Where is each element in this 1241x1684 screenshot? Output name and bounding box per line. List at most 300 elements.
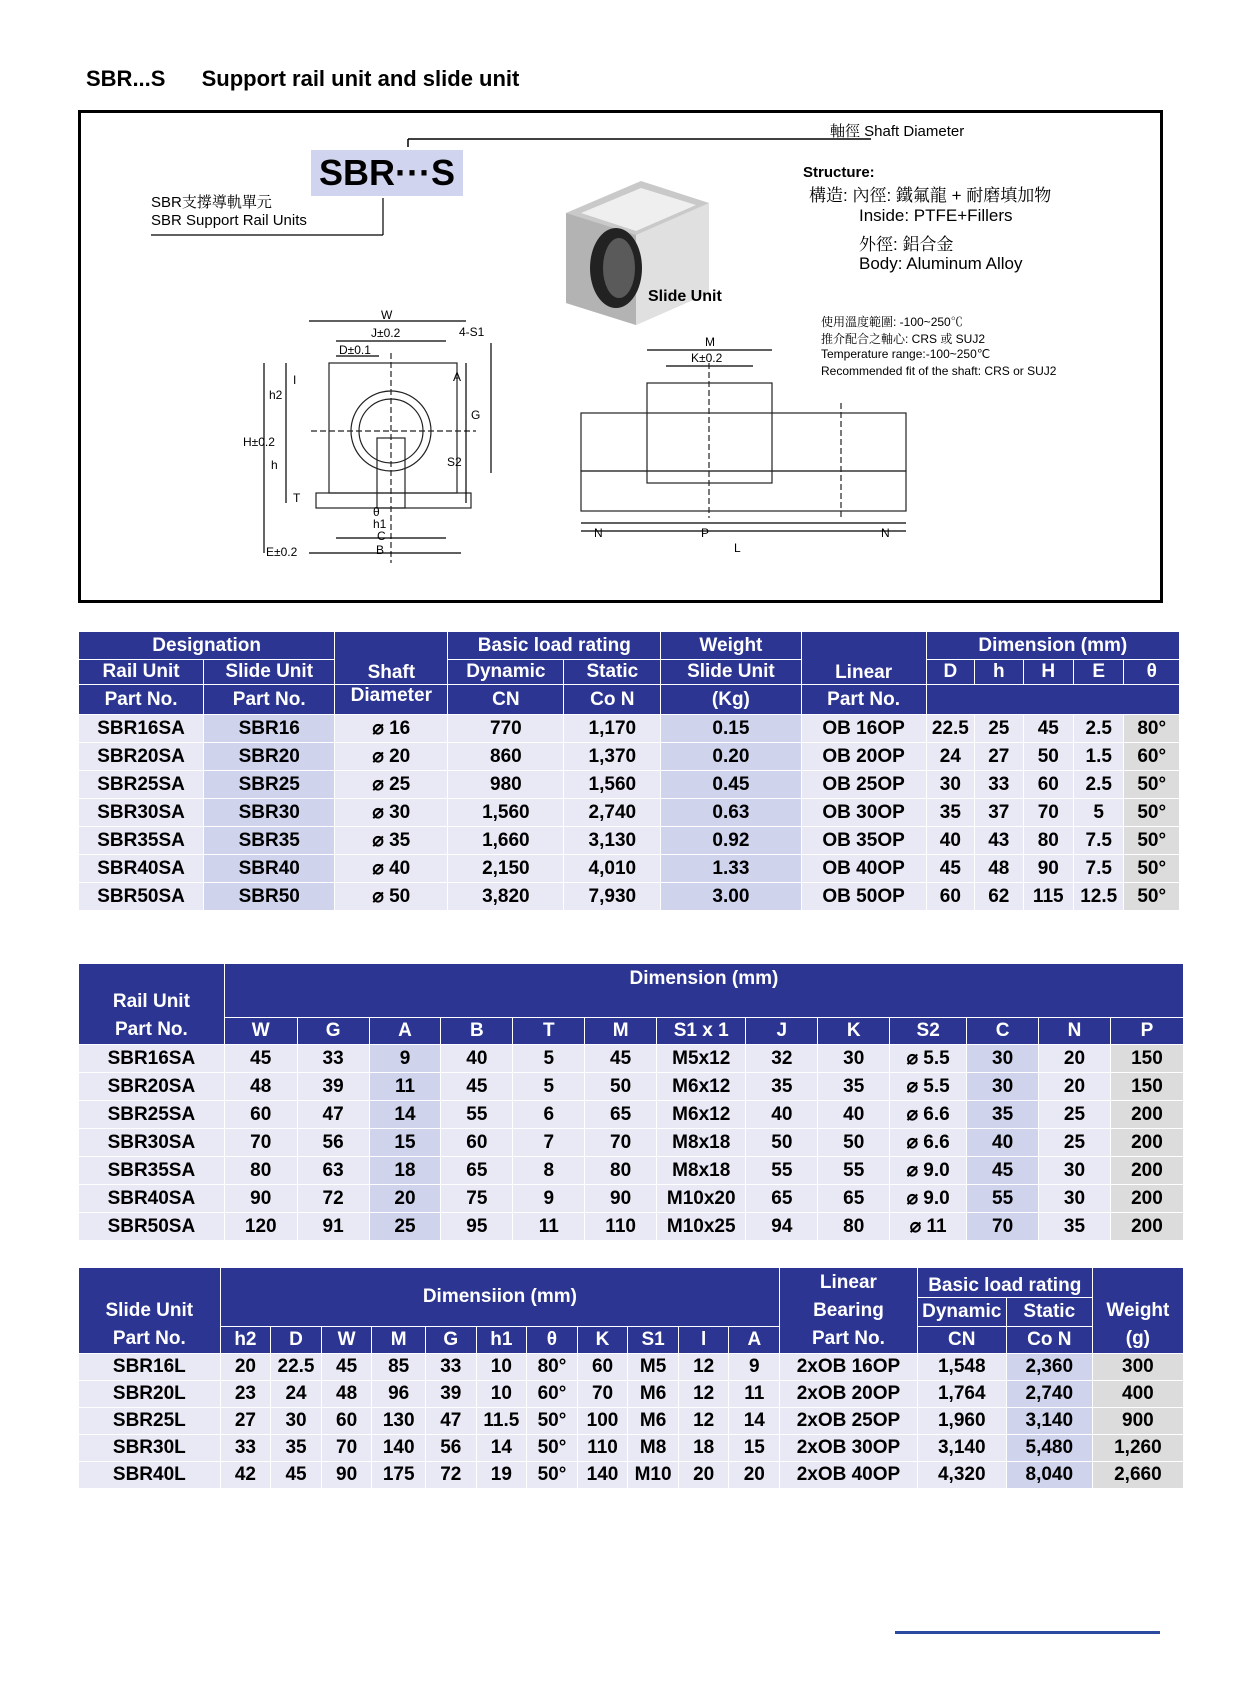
- table3-cell: 33: [426, 1354, 477, 1381]
- table1-cell: SBR16SA: [79, 715, 204, 743]
- dim-C: C: [377, 529, 386, 543]
- table1-cell: ⌀ 16: [335, 715, 448, 743]
- hdr2-part-no: Part No.: [114, 1019, 188, 1040]
- table1-cell: 40: [926, 827, 974, 855]
- table3-cell: 400: [1092, 1381, 1183, 1408]
- table2-cell: 11: [513, 1213, 585, 1241]
- table1-cell: SBR50SA: [79, 883, 204, 911]
- hdr3-weight-label: Weight: [1106, 1300, 1170, 1321]
- table1-cell: SBR30: [204, 799, 335, 827]
- table-row: [79, 771, 1180, 799]
- hdr-dim-H: H: [1023, 660, 1073, 685]
- diagram-panel: [78, 110, 1163, 603]
- table2-cell: 95: [441, 1213, 513, 1241]
- table2-cell: 200: [1110, 1157, 1183, 1185]
- table1-cell: 62: [975, 883, 1023, 911]
- table2-cell: 9: [369, 1045, 441, 1073]
- table3-cell: 2xOB 25OP: [780, 1408, 918, 1435]
- table1-cell: 60: [1023, 771, 1073, 799]
- hdr3-weight: [1092, 1268, 1183, 1354]
- table2-cell: SBR30SA: [79, 1129, 225, 1157]
- table3-cell: 85: [372, 1354, 426, 1381]
- dim-J: J±0.2: [371, 326, 401, 340]
- hdr-part-no-rail: Part No.: [79, 685, 204, 715]
- table-row: [79, 1462, 1184, 1489]
- table2-cell: 45: [441, 1073, 513, 1101]
- table1-cell: 50°: [1124, 883, 1180, 911]
- table2-cell: SBR35SA: [79, 1157, 225, 1185]
- hdr3-basic-load: Basic load rating: [917, 1268, 1092, 1298]
- table3-cell: 110: [577, 1435, 628, 1462]
- table3-cell: 45: [321, 1354, 372, 1381]
- table-row: [79, 1381, 1184, 1408]
- table1-cell: 50°: [1124, 855, 1180, 883]
- table2-cell: SBR50SA: [79, 1213, 225, 1241]
- table1-cell: 1,370: [564, 743, 661, 771]
- table3-cell: M5: [628, 1354, 679, 1381]
- dim-P: P: [701, 526, 710, 540]
- table3-cell: 12: [678, 1354, 729, 1381]
- table2-cell: ⌀ 5.5: [890, 1045, 967, 1073]
- table-row: [79, 1354, 1184, 1381]
- table1-cell: 0.92: [661, 827, 801, 855]
- table2-cell: M10x20: [657, 1185, 746, 1213]
- table2-cell: 70: [585, 1129, 657, 1157]
- table1-cell: 0.45: [661, 771, 801, 799]
- table3-cell: 1,960: [917, 1408, 1006, 1435]
- table2-cell: 200: [1110, 1213, 1183, 1241]
- table3-cell: 90: [321, 1462, 372, 1489]
- table3-cell: 5,480: [1006, 1435, 1092, 1462]
- hdr3-bearing: Bearing: [813, 1300, 884, 1321]
- table3-cell: 50°: [527, 1462, 578, 1489]
- table1-cell: 1,660: [448, 827, 564, 855]
- table2-cell: 90: [585, 1185, 657, 1213]
- table3-cell: 175: [372, 1462, 426, 1489]
- table-row: [79, 1435, 1184, 1462]
- table2-cell: 50: [818, 1129, 890, 1157]
- structure-zh-inside: 構造: 內徑: 鐵氟龍 + 耐磨填加物: [809, 186, 1052, 205]
- hdr3-col: S1: [628, 1327, 679, 1354]
- table1-cell: 12.5: [1073, 883, 1123, 911]
- table2-cell: 5: [513, 1073, 585, 1101]
- hdr-shaft: Shaft: [335, 632, 448, 685]
- table3-cell: 1,548: [917, 1354, 1006, 1381]
- table3-cell: M10: [628, 1462, 679, 1489]
- hdr3-cn: CN: [917, 1327, 1006, 1354]
- table3-cell: 15: [729, 1435, 780, 1462]
- hdr3-part-no: Part No.: [112, 1328, 186, 1349]
- table1-cell: 80: [1023, 827, 1073, 855]
- table-row: [79, 715, 1180, 743]
- table2-cell: 32: [746, 1045, 818, 1073]
- table1-cell: 35: [926, 799, 974, 827]
- table1-cell: 60°: [1124, 743, 1180, 771]
- hdr2-col: A: [369, 1018, 441, 1045]
- dim-G: G: [471, 408, 481, 422]
- table-row: [79, 1129, 1184, 1157]
- hdr-dim-theta: θ: [1124, 660, 1180, 685]
- table3-cell: SBR16L: [79, 1354, 221, 1381]
- hdr2-col: B: [441, 1018, 513, 1045]
- hdr3-con: Co N: [1006, 1327, 1092, 1354]
- table3-cell: 2,360: [1006, 1354, 1092, 1381]
- temp-zh: 使用溫度範圍: -100~250℃: [821, 315, 963, 329]
- table3-cell: 35: [271, 1435, 322, 1462]
- dim-h: h: [271, 458, 278, 472]
- table3-cell: SBR20L: [79, 1381, 221, 1408]
- table1-cell: 1.33: [661, 855, 801, 883]
- table1-cell: 33: [975, 771, 1023, 799]
- table2-cell: 7: [513, 1129, 585, 1157]
- table2-cell: SBR25SA: [79, 1101, 225, 1129]
- hdr-rail-unit: Rail Unit: [79, 660, 204, 685]
- table1-cell: ⌀ 20: [335, 743, 448, 771]
- table3-cell: 11: [729, 1381, 780, 1408]
- hdr2-col: S1 x 1: [657, 1018, 746, 1045]
- table1-cell: 22.5: [926, 715, 974, 743]
- table2-cell: 11: [369, 1073, 441, 1101]
- dim-M: M: [705, 335, 715, 349]
- table2-cell: 40: [746, 1101, 818, 1129]
- table2-cell: M6x12: [657, 1101, 746, 1129]
- hdr3-dimension: Dimensiion (mm): [220, 1268, 780, 1327]
- table1-cell: OB 35OP: [801, 827, 926, 855]
- table1-cell: 43: [975, 827, 1023, 855]
- hdr-weight-slide: Slide Unit: [661, 660, 801, 685]
- table2-cell: 40: [967, 1129, 1039, 1157]
- hdr3-col: M: [372, 1327, 426, 1354]
- hdr2-col: P: [1110, 1018, 1183, 1045]
- table3-cell: 24: [271, 1381, 322, 1408]
- table3-cell: M6: [628, 1408, 679, 1435]
- table2-cell: 35: [1039, 1213, 1111, 1241]
- table2-cell: 150: [1110, 1073, 1183, 1101]
- hdr3-static: Static: [1006, 1298, 1092, 1327]
- table2-cell: 30: [818, 1045, 890, 1073]
- table3-cell: 20: [678, 1462, 729, 1489]
- table1-cell: 3.00: [661, 883, 801, 911]
- table2-cell: ⌀ 6.6: [890, 1129, 967, 1157]
- table3-cell: 300: [1092, 1354, 1183, 1381]
- dim-L: L: [734, 541, 741, 555]
- table-row: [79, 1408, 1184, 1435]
- table3-cell: 60: [321, 1408, 372, 1435]
- table1-cell: 7,930: [564, 883, 661, 911]
- hdr-weight: Weight: [661, 632, 801, 660]
- page-title: [86, 66, 519, 92]
- table3-cell: 2xOB 30OP: [780, 1435, 918, 1462]
- table3-cell: 1,764: [917, 1381, 1006, 1408]
- table3-cell: 10: [476, 1381, 527, 1408]
- table-row: [79, 883, 1180, 911]
- dim-S1: 4-S1: [459, 325, 485, 339]
- hdr2-rail-unit: [79, 964, 225, 1045]
- table3-cell: 2,660: [1092, 1462, 1183, 1489]
- table2-cell: M6x12: [657, 1073, 746, 1101]
- hdr-part-no-slide: Part No.: [204, 685, 335, 715]
- rail-unit-designation-table: [78, 631, 1180, 911]
- table3-cell: 50°: [527, 1435, 578, 1462]
- table3-cell: 2,740: [1006, 1381, 1092, 1408]
- hdr3-bearing-part-no: Part No.: [812, 1328, 885, 1349]
- table1-cell: SBR40SA: [79, 855, 204, 883]
- table-row: [79, 855, 1180, 883]
- hdr-designation: Designation: [79, 632, 335, 660]
- table1-cell: 0.63: [661, 799, 801, 827]
- hdr3-col: h2: [220, 1327, 271, 1354]
- table3-cell: SBR25L: [79, 1408, 221, 1435]
- table2-body: [79, 1045, 1184, 1241]
- dim-W: W: [381, 308, 393, 322]
- hdr-dim-h: h: [975, 660, 1023, 685]
- table2-cell: M8x18: [657, 1157, 746, 1185]
- hdr2-dimension: Dimension (mm): [224, 964, 1183, 1018]
- table3-cell: M8: [628, 1435, 679, 1462]
- table1-cell: ⌀ 35: [335, 827, 448, 855]
- table3-cell: 72: [426, 1462, 477, 1489]
- table1-cell: 2.5: [1073, 771, 1123, 799]
- hdr3-col: θ: [527, 1327, 578, 1354]
- table1-cell: 3,130: [564, 827, 661, 855]
- table1-cell: SBR35SA: [79, 827, 204, 855]
- title-code: SBR...S: [86, 66, 166, 91]
- table2-cell: 30: [967, 1073, 1039, 1101]
- table3-col-headers: [79, 1327, 1184, 1354]
- table3-cell: SBR40L: [79, 1462, 221, 1489]
- support-rail-en: SBR Support Rail Units: [151, 212, 307, 229]
- table2-cell: M5x12: [657, 1045, 746, 1073]
- hdr3-col: D: [271, 1327, 322, 1354]
- table2-cell: 30: [967, 1045, 1039, 1073]
- hdr-con: Co N: [564, 685, 661, 715]
- table1-cell: 25: [975, 715, 1023, 743]
- table3-cell: 56: [426, 1435, 477, 1462]
- hdr2-col: W: [224, 1018, 297, 1045]
- dim-theta: θ: [373, 505, 380, 519]
- table1-cell: OB 16OP: [801, 715, 926, 743]
- table1-cell: OB 30OP: [801, 799, 926, 827]
- table2-cell: 70: [224, 1129, 297, 1157]
- hdr3-col: A: [729, 1327, 780, 1354]
- table2-cell: 50: [746, 1129, 818, 1157]
- table3-cell: 130: [372, 1408, 426, 1435]
- table3-cell: 1,260: [1092, 1435, 1183, 1462]
- hdr-dim-E: E: [1073, 660, 1123, 685]
- hdr3-slide-unit: [79, 1268, 221, 1354]
- hdr-dimension: Dimension (mm): [926, 632, 1179, 660]
- dim-S2: S2: [447, 455, 462, 469]
- table3-cell: 80°: [527, 1354, 578, 1381]
- table2-cell: 72: [297, 1185, 369, 1213]
- hdr2-col: T: [513, 1018, 585, 1045]
- table2-cell: 20: [1039, 1073, 1111, 1101]
- table1-cell: 90: [1023, 855, 1073, 883]
- table3-cell: 2xOB 16OP: [780, 1354, 918, 1381]
- table3-cell: 70: [321, 1435, 372, 1462]
- hdr2-rail-unit-label: Rail Unit: [112, 991, 190, 1012]
- table2-cell: 18: [369, 1157, 441, 1185]
- table1-cell: SBR16: [204, 715, 335, 743]
- table2-cell: 47: [297, 1101, 369, 1129]
- table-row: [79, 1157, 1184, 1185]
- table2-cell: M10x25: [657, 1213, 746, 1241]
- table3-cell: 39: [426, 1381, 477, 1408]
- table1-cell: 3,820: [448, 883, 564, 911]
- hdr3-col: G: [426, 1327, 477, 1354]
- table2-cell: 80: [818, 1213, 890, 1241]
- table1-cell: 7.5: [1073, 827, 1123, 855]
- rail-unit-dimension-table: [78, 963, 1184, 1241]
- table1-cell: 5: [1073, 799, 1123, 827]
- hdr-part-no-bearing: Part No.: [801, 685, 926, 715]
- table1-cell: 45: [926, 855, 974, 883]
- hdr2-col: K: [818, 1018, 890, 1045]
- table3-body: [79, 1354, 1184, 1489]
- table1-cell: 50°: [1124, 827, 1180, 855]
- table3-cell: 45: [271, 1462, 322, 1489]
- hdr-cn: CN: [448, 685, 564, 715]
- table3-cell: 60: [577, 1354, 628, 1381]
- structure-zh-body: 外徑: 鋁合金: [859, 235, 954, 254]
- table2-cell: 40: [818, 1101, 890, 1129]
- table2-cell: 60: [224, 1101, 297, 1129]
- table2-cell: 150: [1110, 1045, 1183, 1073]
- table1-cell: SBR50: [204, 883, 335, 911]
- table3-cell: 9: [729, 1354, 780, 1381]
- table2-cell: 90: [224, 1185, 297, 1213]
- table1-cell: ⌀ 40: [335, 855, 448, 883]
- table3-cell: 3,140: [1006, 1408, 1092, 1435]
- dim-K: K±0.2: [691, 351, 723, 365]
- table2-cell: 48: [224, 1073, 297, 1101]
- table2-cell: 35: [818, 1073, 890, 1101]
- dim-h2: h2: [269, 388, 283, 402]
- table2-cell: 20: [1039, 1045, 1111, 1073]
- table1-cell: 48: [975, 855, 1023, 883]
- table2-cell: SBR20SA: [79, 1073, 225, 1101]
- table1-cell: SBR20SA: [79, 743, 204, 771]
- table1-cell: 860: [448, 743, 564, 771]
- hdr3-col: K: [577, 1327, 628, 1354]
- table1-cell: 980: [448, 771, 564, 799]
- table2-cell: 30: [1039, 1157, 1111, 1185]
- dim-A: A: [453, 370, 462, 384]
- temp-en: Temperature range:-100~250℃: [821, 347, 991, 361]
- table2-cell: 14: [369, 1101, 441, 1129]
- hdr-slide-unit: Slide Unit: [204, 660, 335, 685]
- table1-cell: 50: [1023, 743, 1073, 771]
- table2-cell: 55: [746, 1157, 818, 1185]
- hdr-linear: Linear: [801, 632, 926, 685]
- table2-cell: 65: [585, 1101, 657, 1129]
- table2-cell: 65: [746, 1185, 818, 1213]
- table2-cell: 80: [585, 1157, 657, 1185]
- table3-cell: 18: [678, 1435, 729, 1462]
- table3-cell: 11.5: [476, 1408, 527, 1435]
- table1-cell: 1.5: [1073, 743, 1123, 771]
- dim-I: I: [293, 373, 297, 387]
- table3-cell: 33: [220, 1435, 271, 1462]
- table3-cell: 47: [426, 1408, 477, 1435]
- table2-cell: 35: [967, 1101, 1039, 1129]
- table3-cell: 10: [476, 1354, 527, 1381]
- hdr2-col: J: [746, 1018, 818, 1045]
- table2-cell: SBR16SA: [79, 1045, 225, 1073]
- hdr-static: Static: [564, 660, 661, 685]
- table3-cell: 22.5: [271, 1354, 322, 1381]
- table1-cell: 45: [1023, 715, 1073, 743]
- table2-cell: 55: [818, 1157, 890, 1185]
- model-label: SBR···S: [311, 150, 463, 196]
- table3-cell: 60°: [527, 1381, 578, 1408]
- table2-cell: SBR40SA: [79, 1185, 225, 1213]
- hdr3-col: h1: [476, 1327, 527, 1354]
- hdr2-col: N: [1039, 1018, 1111, 1045]
- table1-cell: 27: [975, 743, 1023, 771]
- table3-cell: 27: [220, 1408, 271, 1435]
- hdr-dynamic: Dynamic: [448, 660, 564, 685]
- table2-cell: ⌀ 11: [890, 1213, 967, 1241]
- table-row: [79, 827, 1180, 855]
- table3-cell: 140: [577, 1462, 628, 1489]
- table3-cell: 900: [1092, 1408, 1183, 1435]
- table3-cell: 14: [476, 1435, 527, 1462]
- table2-cell: 5: [513, 1045, 585, 1073]
- table3-cell: 2xOB 20OP: [780, 1381, 918, 1408]
- table3-cell: 48: [321, 1381, 372, 1408]
- table2-cell: 25: [369, 1213, 441, 1241]
- table-row: [79, 1213, 1184, 1241]
- structure-title: Structure:: [803, 164, 875, 181]
- footer-rule: [895, 1631, 1160, 1634]
- table1-cell: 50°: [1124, 799, 1180, 827]
- table1-cell: 37: [975, 799, 1023, 827]
- table2-cell: ⌀ 9.0: [890, 1185, 967, 1213]
- table3-cell: 70: [577, 1381, 628, 1408]
- table2-cell: 8: [513, 1157, 585, 1185]
- table3-cell: 12: [678, 1381, 729, 1408]
- table3-cell: SBR30L: [79, 1435, 221, 1462]
- table3-cell: 30: [271, 1408, 322, 1435]
- table3-cell: 20: [729, 1462, 780, 1489]
- table1-cell: 2,740: [564, 799, 661, 827]
- hdr3-dynamic: Dynamic: [917, 1298, 1006, 1327]
- hdr-weight-unit: (Kg): [661, 685, 801, 715]
- dim-E: E±0.2: [266, 545, 298, 559]
- table2-cell: 200: [1110, 1185, 1183, 1213]
- table3-cell: 8,040: [1006, 1462, 1092, 1489]
- table-row: [79, 1101, 1184, 1129]
- table2-cell: 120: [224, 1213, 297, 1241]
- table2-cell: 9: [513, 1185, 585, 1213]
- title-text: Support rail unit and slide unit: [201, 66, 520, 91]
- slide-unit-label: Slide Unit: [648, 288, 722, 305]
- table2-cell: ⌀ 6.6: [890, 1101, 967, 1129]
- support-rail-zh: SBR支撐導軌單元: [151, 194, 272, 211]
- table2-cell: 55: [441, 1101, 513, 1129]
- dim-T: T: [293, 491, 301, 505]
- table2-cell: 45: [224, 1045, 297, 1073]
- table1-cell: OB 25OP: [801, 771, 926, 799]
- table2-cell: 40: [441, 1045, 513, 1073]
- table1-cell: 60: [926, 883, 974, 911]
- dim-N-right: N: [881, 526, 890, 540]
- table2-cell: 91: [297, 1213, 369, 1241]
- dim-h1: h1: [373, 517, 387, 531]
- table1-cell: 115: [1023, 883, 1073, 911]
- hdr3-col: W: [321, 1327, 372, 1354]
